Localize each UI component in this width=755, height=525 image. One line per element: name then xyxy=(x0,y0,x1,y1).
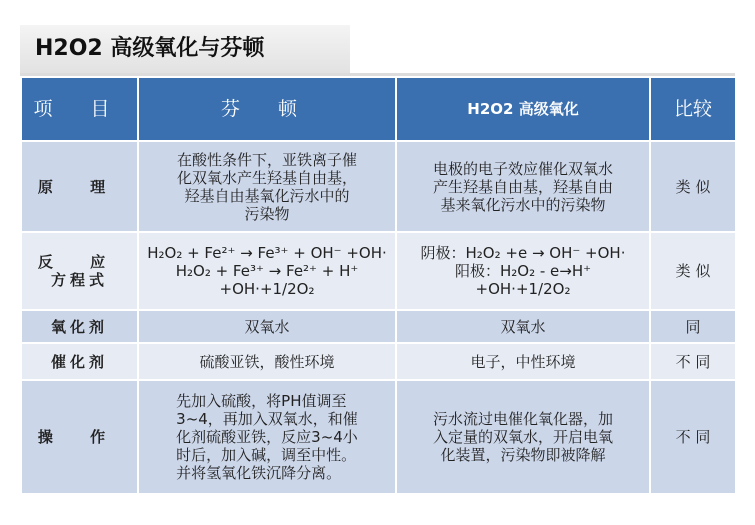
principle-h2o2 xyxy=(396,141,650,232)
equation-line: +OH·+1/2O₂ xyxy=(219,280,315,298)
text-line: 基来氧化污水中的污染物 xyxy=(440,195,606,214)
text-line: 产生羟基自由基，羟基自由 xyxy=(432,177,613,196)
principle-fenton xyxy=(138,141,396,232)
row-reaction xyxy=(21,232,736,310)
text-line: 并将氢氧化铁沉降分离。 xyxy=(176,464,342,482)
text-line: 入定量的双氧水，开启电氧 xyxy=(432,428,613,446)
label-line: 方程式 xyxy=(50,271,108,289)
header-fenton: 芬 顿 xyxy=(138,77,396,141)
row-operation xyxy=(21,380,736,494)
text-line: 污染物 xyxy=(244,204,290,223)
text-line: 在酸性条件下，亚铁离子催 xyxy=(176,150,357,169)
operation-fenton-text xyxy=(176,392,358,482)
text-line: 先加入硫酸，将PH值调至 xyxy=(176,392,347,410)
reaction-fenton xyxy=(138,232,396,310)
catalyst-fenton: 硫酸亚铁，酸性环境 xyxy=(138,343,396,380)
header-compare: 比较 xyxy=(650,77,736,141)
comparison-table xyxy=(20,76,737,495)
compare-reaction: 类 似 xyxy=(650,232,736,310)
text-line: 化装置，污染物即被降解 xyxy=(440,446,606,464)
equation-line: 阳极：H₂O₂ - e→H⁺ xyxy=(454,262,592,280)
equation-line: H₂O₂ + Fe³⁺ → Fe²⁺ + H⁺ xyxy=(175,262,359,280)
text-line: 污水流过电催化氧化器，加 xyxy=(432,410,613,428)
operation-h2o2 xyxy=(396,380,650,494)
text-line: 时后，加入碱，调至中性。 xyxy=(176,446,357,464)
text-line: 化剂硫酸亚铁，反应3~4小 xyxy=(176,428,358,446)
equation-line: +OH·+1/2O₂ xyxy=(475,280,571,298)
text-line: 羟基自由基氧化污水中的 xyxy=(184,186,350,205)
compare-principle: 类 似 xyxy=(650,141,736,232)
row-label-operation: 操 作 xyxy=(21,380,138,494)
text-line: 化双氧水产生羟基自由基， xyxy=(176,168,357,187)
row-label-oxidant: 氧化剂 xyxy=(21,310,138,343)
title-bar xyxy=(20,25,350,73)
row-oxidant xyxy=(21,310,736,343)
compare-operation: 不 同 xyxy=(650,380,736,494)
row-label-principle: 原 理 xyxy=(21,141,138,232)
row-principle xyxy=(21,141,736,232)
label-line: 反 应 xyxy=(37,253,122,271)
row-catalyst xyxy=(21,343,736,380)
oxidant-h2o2: 双氧水 xyxy=(396,310,650,343)
operation-fenton xyxy=(138,380,396,494)
equation-line: 阴极：H₂O₂ +e → OH⁻ +OH· xyxy=(420,244,626,262)
text-line: 电极的电子效应催化双氧水 xyxy=(432,159,613,178)
reaction-h2o2 xyxy=(396,232,650,310)
compare-oxidant: 同 xyxy=(650,310,736,343)
header-row xyxy=(21,77,736,141)
header-h2o2: H2O2 高级氧化 xyxy=(396,77,650,141)
text-line: 3~4，再加入双氧水，和催 xyxy=(176,410,358,428)
catalyst-h2o2: 电子，中性环境 xyxy=(396,343,650,380)
page-title: H2O2 高级氧化与芬顿 xyxy=(35,36,265,61)
oxidant-fenton: 双氧水 xyxy=(138,310,396,343)
row-label-reaction xyxy=(21,232,138,310)
header-item: 项 目 xyxy=(21,77,138,141)
row-label-catalyst: 催化剂 xyxy=(21,343,138,380)
compare-catalyst: 不 同 xyxy=(650,343,736,380)
equation-line: H₂O₂ + Fe²⁺ → Fe³⁺ + OH⁻ +OH· xyxy=(147,244,387,262)
